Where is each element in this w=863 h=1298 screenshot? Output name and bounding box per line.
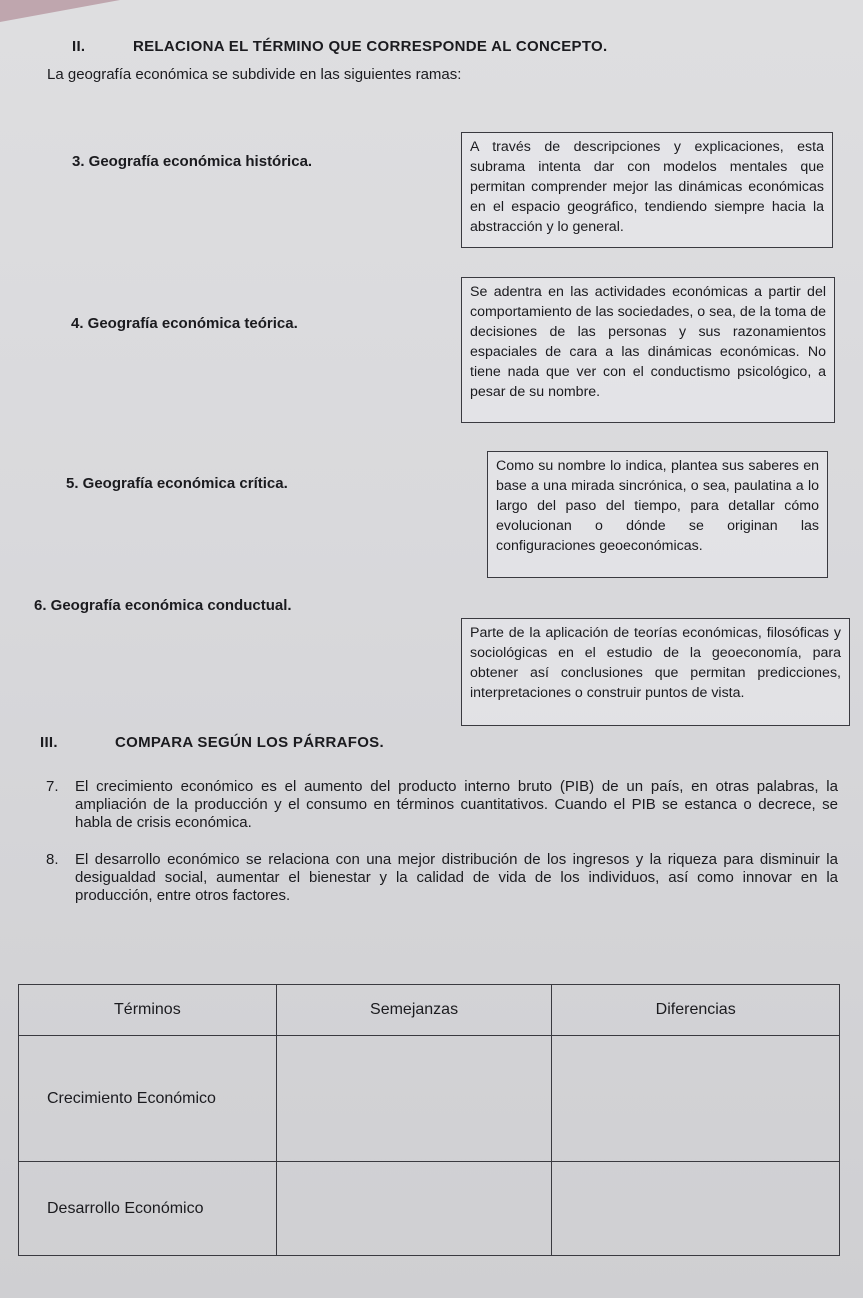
table-header-row [19,985,840,1036]
comparison-table [18,984,840,1256]
term-6: 6. Geografía económica conductual. [34,597,292,614]
paragraph-8 [46,851,838,907]
page-corner-shadow [0,0,120,22]
term-3: 3. Geografía económica histórica. [72,153,313,170]
cell-differences-crecimiento[interactable] [552,1036,840,1162]
table-row [19,1162,840,1256]
header-differences: Diferencias [552,985,840,1036]
paragraph-8-text: El desarrollo económico se relaciona con una mejor distribución de los ingresos y la riqueza para disminuir la desigualdad social, aumentar el bienestar y la calidad de vida de los individuos, así como innovar en la producción, entre otros factores. [75,851,838,904]
cell-similarities-crecimiento[interactable] [276,1036,552,1162]
row-term-desarrollo: Desarrollo Económico [19,1162,277,1256]
cell-differences-desarrollo[interactable] [552,1162,840,1256]
section-2-title: RELACIONA EL TÉRMINO QUE CORRESPONDE AL CONCEPTO. [133,38,608,55]
term-4: 4. Geografía económica teórica. [71,315,298,332]
row-term-crecimiento: Crecimiento Económico [19,1036,277,1162]
cell-similarities-desarrollo[interactable] [276,1162,552,1256]
concept-box-3: Como su nombre lo indica, plantea sus saberes en base a una mirada sincrónica, o sea, paulatina a lo largo del paso del tiempo, para detallar cómo evolucionan o dónde se originan las configuraciones geoeconómicas. [487,451,828,578]
concept-box-4: Parte de la aplicación de teorías económicas, filosóficas y sociológicas en el estudio de la geoeconomía, para obtener así conclusiones que permitan predicciones, interpretaciones o construir puntos de vista. [461,618,850,726]
paragraph-7 [46,778,838,834]
paragraph-8-number: 8. [46,851,59,868]
section-3-title: COMPARA SEGÚN LOS PÁRRAFOS. [115,734,384,751]
term-5: 5. Geografía económica crítica. [66,475,288,492]
concept-box-2: Se adentra en las actividades económicas a partir del comportamiento de las sociedades, o sea, de la toma de decisiones de las personas y sus razonamientos espaciales de cara a las dinámicas económicas. No tiene nada que ver con el conductismo psicológico, a pesar de su nombre. [461,277,835,423]
section-2-intro: La geografía económica se subdivide en las siguientes ramas: [47,66,462,83]
header-similarities: Semejanzas [276,985,552,1036]
table-row [19,1036,840,1162]
paragraph-7-text: El crecimiento económico es el aumento del producto interno bruto (PIB) de un país, en otras palabras, la ampliación de la producción y el consumo en términos cuantitativos. Cuando el PIB se estanca o decrece, se habla de crisis económica. [75,778,838,831]
section-2-number: II. [72,38,86,55]
section-3-number: III. [40,734,58,751]
paragraph-7-number: 7. [46,778,59,795]
header-terms: Términos [19,985,277,1036]
concept-box-1: A través de descripciones y explicaciones, esta subrama intenta dar con modelos mentales que permitan comprender mejor las dinámicas económicas en el espacio geográfico, tendiendo siempre hacia la abstracción y lo general. [461,132,833,248]
